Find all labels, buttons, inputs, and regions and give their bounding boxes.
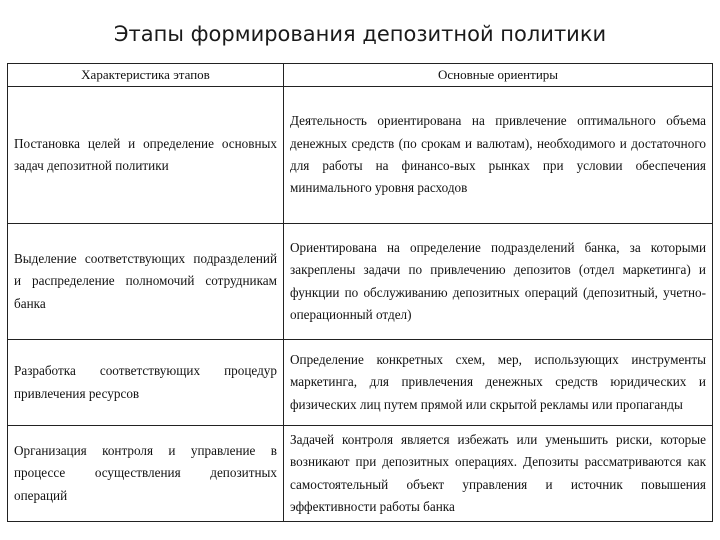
table-header-row — [8, 64, 713, 87]
header-main-guidelines: Основные ориентиры — [284, 64, 713, 87]
stage-cell: Разработка соответствующих процедур привлечения ресурсов — [8, 340, 284, 426]
guideline-cell: Деятельность ориентирована на привлечение оптимального объема денежных средств (по срокам и валютам), необходимого и достаточного для работы на финансо-вых рынках при условии обеспечения минимального уровня расходов — [284, 87, 713, 224]
table-row — [8, 87, 713, 224]
stage-cell: Выделение соответствующих подразделений и распределение полномочий сотрудникам банка — [8, 224, 284, 340]
table-row — [8, 224, 713, 340]
guideline-cell: Ориентирована на определение подразделений банка, за которыми закреплены задачи по привлечению депозитов (отдел маркетинга) и функции по обслуживанию депозитных операций (депозитный, учетно-операционный отдел) — [284, 224, 713, 340]
table-row — [8, 426, 713, 522]
stages-table — [7, 63, 713, 522]
guideline-cell: Задачей контроля является избежать или уменьшить риски, которые возникают при депозитных операциях. Депозиты рассматриваются как самостоятельный объект управления и источник повышения эффективности работы банка — [284, 426, 713, 522]
table-row — [8, 340, 713, 426]
stage-cell: Организация контроля и управление в процессе осуществления депозитных операций — [8, 426, 284, 522]
header-stage-characteristics: Характеристика этапов — [8, 64, 284, 87]
stage-cell: Постановка целей и определение основных задач депозитной политики — [8, 87, 284, 224]
guideline-cell: Определение конкретных схем, мер, использующих инструменты маркетинга, для привлечения денежных средств юридических и физических лиц путем прямой или скрытой рекламы или пропаганды — [284, 340, 713, 426]
page-title: Этапы формирования депозитной политики — [113, 22, 607, 46]
